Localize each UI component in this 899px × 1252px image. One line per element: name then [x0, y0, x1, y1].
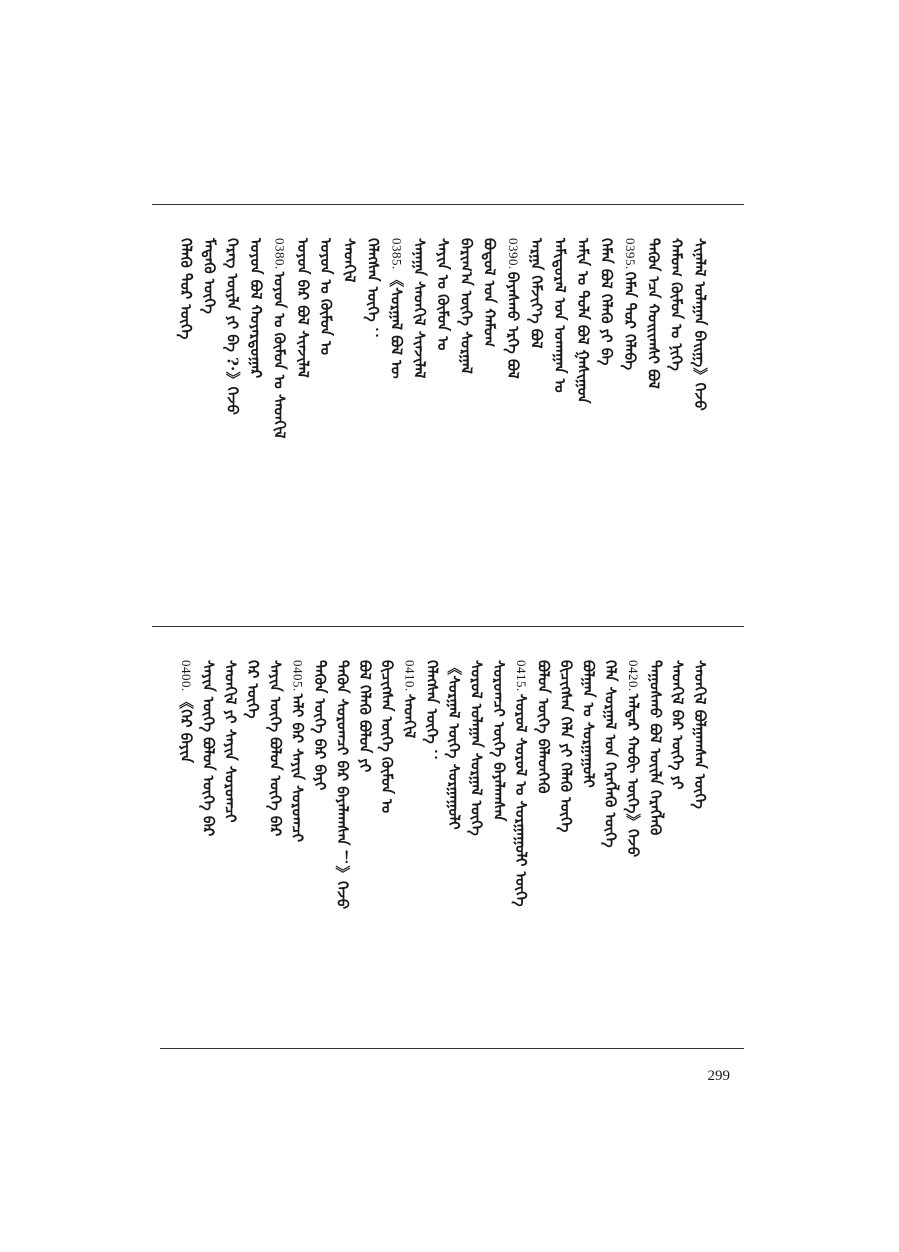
column-text: ᠬᠡᠯᠡ ᠰᠤᠷᠭᠠᠯ ᠤᠨ ᠬᠡᠷᠡᠭᠯᠡᠬᠦ ᠦᠭᠡ — [601, 660, 620, 848]
column-text: ᠬᠡᠮᠡᠨ ᠪᠣᠯ ᠬᠡᠯᠡᠬᠦ ᠶᠢ ᠪᠡ — [597, 238, 616, 366]
column-text: ᠬᠠᠮᠤᠭ ᠬᠦᠮᠦᠨ ᠤ ᠨᠢᠭᠡ — [667, 238, 686, 371]
column-text: ᠰᠤᠷᠤᠯ ᠤᠯᠠᠭᠠᠨ ᠰᠤᠷᠭᠠᠯ ᠦᠭᠡ — [467, 660, 486, 836]
text-column — [339, 238, 361, 478]
column-text: ᠰᠡᠳᠬᠢᠯ — [400, 693, 419, 739]
column-text: ᠠᠯᠳᠠᠷ ᠬᠤᠪᠢ ᠦᠭᠡ》ᠭᠡᠵᠦ — [623, 693, 642, 858]
text-column — [549, 238, 571, 478]
text-column — [689, 238, 711, 478]
column-text: ᠪᠣᠯ ᠬᠡᠯᠡᠬᠦ ᠪᠣᠯᠤᠨ ᠶᠢ — [355, 660, 374, 773]
text-column — [577, 660, 599, 900]
column-text: ᠰᠠᠶᠢᠨ ᠦᠭᠡ ᠪᠣᠯᠤᠨ ᠦᠭᠡ ᠪᠡᠷ — [266, 660, 285, 837]
top-rule — [152, 204, 744, 205]
entry-number: 0410. — [402, 660, 418, 692]
text-column — [385, 238, 407, 478]
column-text: ᠰᠤᠷᠤᠭᠴᠢ ᠦᠭᠡ ᠪᠠᠶᠠᠯᠠᠭᠰᠠᠨ — [489, 660, 508, 822]
column-text: ᠬᠡᠯᠡᠭᠰᠡᠨ ᠦᠭᠡ ： — [422, 660, 441, 764]
column-text: ᠬᠡᠯᠡᠭᠰᠡᠨ ᠦᠭᠡ ： — [363, 238, 382, 342]
column-text: ᠲᠡᠭᠦᠨ ᠦᠭᠡ ᠪᠡᠷ ᠪᠠᠶᠢ — [311, 660, 330, 791]
text-column — [242, 660, 264, 900]
text-column — [421, 660, 443, 900]
text-column — [222, 238, 244, 478]
text-column — [642, 238, 664, 478]
text-column — [510, 660, 532, 907]
column-text: ᠰᠢᠨᠡᠯᠡᠯ ᠤᠯᠠᠭᠠᠨ ᠪᠠᠢᠭᠠ᠋》ᠭᠡᠵᠦ — [691, 238, 709, 411]
column-text: ᠪᠣᠯᠤᠨ ᠦᠭᠡ ᠪᠡᠯᠡᠳᠬᠡᠬᠦ — [534, 660, 553, 794]
column-text: ᠬᠡᠷᠡᠭ ᠦᠶᠯᠡ ᠶᠢ ᠪᠠ ?·》ᠭᠡᠵᠦ — [223, 238, 242, 415]
text-column — [309, 660, 331, 900]
column-text: ᠬᠡᠯᠡᠬᠦ ᠳᠣᠷ ᠦᠭᠡ — [177, 238, 195, 340]
text-column — [596, 238, 618, 478]
text-column — [175, 660, 197, 900]
text-column — [432, 238, 454, 478]
middle-rule — [152, 626, 744, 627]
text-column — [666, 238, 688, 478]
text-column — [622, 660, 644, 900]
column-text: ᠰᠡᠳᠬᠢᠯ — [340, 238, 359, 283]
text-column — [376, 660, 398, 900]
entry-number: 0415. — [514, 660, 530, 692]
column-text: ᠪᠣᠳᠤᠯ ᠤᠨ ᠬᠠᠮᠤᠭ — [480, 238, 499, 348]
text-column — [264, 660, 286, 900]
column-text: ᠠᠮᠢᠳᠤᠷᠠᠯ ᠤᠨ ᠤᠬᠠᠭᠠᠨ ᠤ — [550, 238, 569, 393]
text-column — [555, 660, 577, 900]
column-text: ᠣᠶᠤᠨ ᠪᠣᠯ ᠬᠣᠶᠠᠷᠳᠤᠭᠠᠷ — [247, 238, 266, 379]
text-column — [689, 660, 711, 900]
text-column — [315, 238, 337, 478]
column-text: ᠲᠡᠭᠦᠨ ᠰᠤᠷᠤᠭᠴᠢ ᠪᠠᠷ ᠪᠠᠶᠠᠯᠠᠭᠰᠠᠨ ！》ᠭᠡᠵᠦ — [333, 660, 352, 910]
column-text: ᠪᠣᠯᠭᠠᠨ ᠤ ᠰᠤᠷᠭᠠᠭᠤᠯᠢ — [579, 660, 598, 788]
text-column — [525, 238, 547, 478]
text-column — [443, 660, 465, 900]
column-text: ᠠᠯᠢ ᠪᠠᠷ ᠰᠠᠶᠢᠨ ᠰᠤᠷᠤᠭᠴᠢ — [288, 693, 307, 842]
column-text: 《ᠰᠤᠷᠭᠠᠯ ᠦᠭᠡ ᠰᠤᠷᠭᠠᠭᠤᠯᠢ — [445, 660, 464, 830]
column-text: ᠰᠠᠶᠢᠨ ᠦᠭᠡ ᠪᠣᠯᠤᠨ ᠦᠭᠡ ᠪᠡᠷ — [199, 660, 218, 837]
text-column — [479, 238, 501, 478]
column-text: ᠰᠡᠳᠬᠢᠯ ᠪᠣᠯᠭᠠᠭᠰᠠᠨ ᠦᠭᠡ — [691, 660, 709, 809]
column-text: ᠪᠠᠶᠠᠰᠬᠤ ᠡᠷᠬᠡ ᠪᠣᠯ — [504, 271, 523, 379]
page-number: 299 — [707, 1068, 730, 1084]
text-column — [198, 238, 220, 478]
column-text: ᠣᠶᠤᠨ ᠤ ᠬᠦᠮᠦᠨ ᠤ — [317, 238, 336, 355]
text-column — [455, 238, 477, 478]
entry-number: 0405. — [290, 660, 306, 692]
text-column — [572, 238, 594, 478]
text-column — [409, 238, 431, 478]
text-column — [245, 238, 267, 478]
text-column — [488, 660, 510, 900]
text-column — [175, 238, 197, 478]
column-text: 《ᠬᠡᠷ ᠪᠠᠶᠢᠨ — [177, 693, 195, 763]
column-text: ᠰᠠᠶᠢᠨ ᠤ ᠬᠦᠮᠦᠨ ᠤ — [434, 238, 452, 351]
text-column — [354, 660, 376, 900]
text-column — [644, 660, 666, 900]
column-text: ᠠᠮᠢᠨ ᠤ ᠲᠤᠯᠠ ᠪᠣᠯ ᠭᠠᠰᠢᠭᠤᠨ — [574, 238, 593, 404]
entry-number: 0400. — [179, 660, 194, 692]
column-text: ᠣᠶᠤᠨ ᠤ ᠬᠦᠮᠦᠨ ᠤ ᠰᠡᠳᠬᠢᠯ — [270, 271, 289, 439]
column-text: ᠳᠠᠭᠤᠰᠬᠤ ᠪᠣᠯ ᠦᠢᠯᠡ ᠬᠡᠷᠡᠭᠯᠡᠬᠦ — [646, 660, 665, 836]
text-column — [197, 660, 219, 900]
text-column — [331, 660, 353, 910]
bottom-rule — [160, 1048, 744, 1049]
column-text: ᠰᠠᠨᠠᠭᠠ ᠰᠡᠳᠬᠢᠯ ᠰᠢᠨᠵᠢᠯᠡᠯ — [410, 238, 429, 379]
entry-number: 0385. — [389, 238, 405, 270]
text-column — [600, 660, 622, 900]
column-text: 《ᠰᠤᠷᠭᠠᠯ ᠪᠣᠯ ᠦ — [387, 271, 406, 379]
text-column — [533, 660, 555, 900]
entry-number: 0390. — [506, 238, 522, 270]
text-column — [398, 660, 420, 900]
column-text: ᠠᠷᠭᠠ ᠬᠡᠮᠵᠢᠶ᠎ᠡ ᠪᠣᠯ — [527, 238, 546, 349]
column-text: ᠬᠡᠮᠡᠨ ᠳᠣᠷ ᠬᠡᠯᠡᠪᠡ — [620, 271, 639, 371]
text-column — [466, 660, 488, 900]
text-column — [619, 238, 641, 478]
entry-number: 0380. — [272, 238, 288, 270]
column-text: ᠪᠢᠴᠢᠭᠰᠡᠨ ᠬᠡᠯᠡ ᠶᠢ ᠬᠡᠯᠡᠬᠦ ᠦᠭᠡ — [556, 660, 575, 833]
column-text: ᠣᠶᠤᠨ ᠪᠠᠷ ᠪᠣᠯ ᠰᠢᠨᠵᠢᠯᠡᠯ — [293, 238, 312, 378]
entry-number: 0395. — [622, 238, 638, 270]
column-text: ᠰᠡᠳᠬᠢᠯ ᠪᠡᠷ ᠦᠭᠡ ᠶᠢ — [668, 660, 687, 790]
column-text: ᠪᠠᠷᠢᠭ᠎ᠠ ᠦᠭᠡ ᠰᠤᠷᠭᠠᠯ — [457, 238, 476, 374]
entry-number: 0420. — [625, 660, 641, 692]
text-column — [268, 238, 290, 478]
column-text: ᠮᠡᠳᠡᠬᠦ ᠦᠭᠡ — [200, 238, 219, 314]
text-column — [220, 660, 242, 900]
text-column — [667, 660, 689, 900]
column-text: ᠰᠤᠷᠤᠯ ᠰᠤᠷᠤᠯ ᠤ ᠰᠤᠷᠭᠠᠭᠤᠯᠢ ᠦᠭᠡ — [512, 693, 531, 907]
column-text: ᠪᠢᠴᠢᠭᠰᠡᠨ ᠦᠭᠡ ᠬᠦᠮᠦᠨ ᠤ — [378, 660, 397, 814]
column-text: ᠰᠡᠳᠬᠢᠯ ᠶᠢ ᠰᠠᠶᠢᠨ ᠰᠤᠷᠤᠭᠴᠢ — [221, 660, 240, 823]
text-column — [287, 660, 309, 900]
text-column — [292, 238, 314, 478]
text-column — [502, 238, 524, 478]
text-column — [362, 238, 384, 478]
column-text: ᠬᠡᠷ ᠦᠭᠡ — [244, 660, 263, 719]
column-text: ᠲᠡᠭᠦᠨ ᠡᠴᠡ ᠬᠣᠢᠢᠭᠰᠢ ᠪᠤᠯ — [644, 238, 663, 389]
